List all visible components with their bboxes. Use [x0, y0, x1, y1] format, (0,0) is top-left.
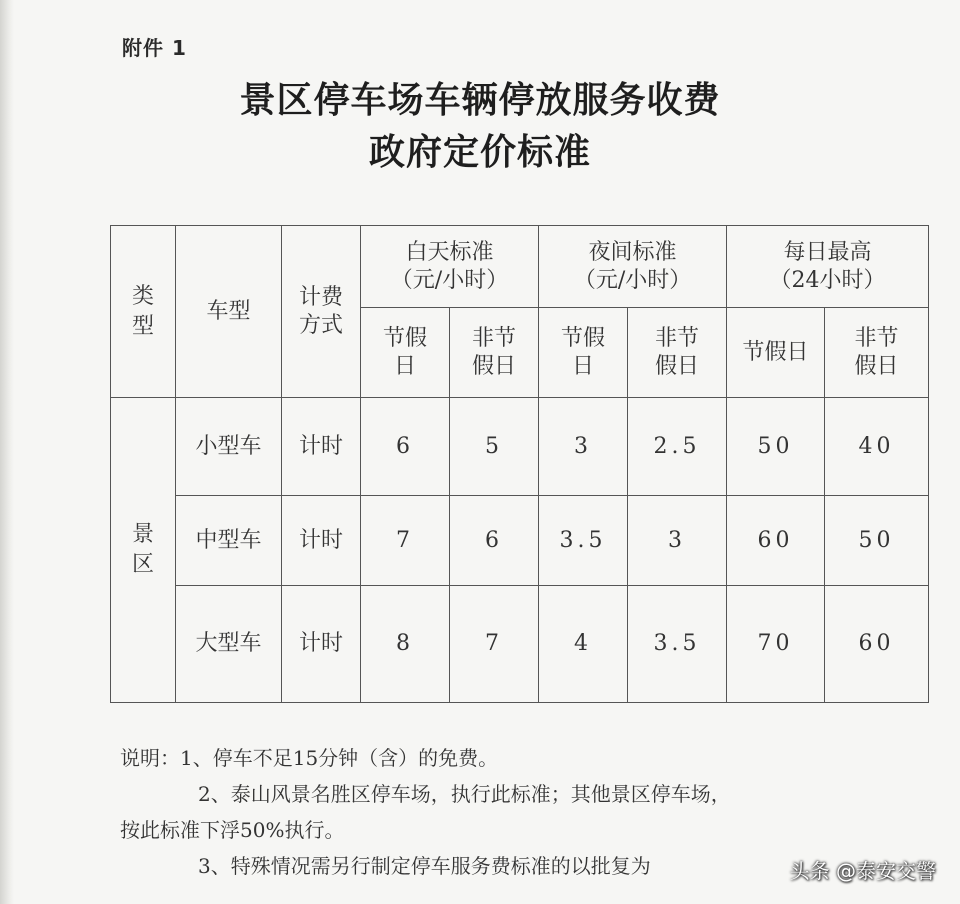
max-non-holiday-cell: 50	[825, 496, 929, 586]
night-holiday-cell: 3	[539, 398, 628, 496]
max-non-holiday-cell: 40	[825, 398, 929, 496]
header-day-rate-label: 白天标准	[405, 240, 494, 265]
source-watermark: 头条 @泰安交警	[789, 859, 936, 883]
day-holiday-cell: 7	[361, 496, 450, 586]
notes-section	[120, 740, 880, 884]
vehicle-cell: 中型车	[176, 496, 282, 586]
header-night-rate	[539, 226, 727, 308]
header-daily-max-unit: （24小时）	[769, 267, 886, 293]
note-line-3: 按此标准下浮50%执行。	[120, 818, 345, 842]
night-holiday-cell: 3.5	[539, 496, 628, 586]
max-non-holiday-cell: 60	[825, 586, 929, 703]
day-holiday-cell: 6	[361, 398, 450, 496]
document-title-line2: 政府定价标准	[368, 132, 591, 173]
header-vehicle-type: 车型	[176, 226, 282, 398]
header-category: 类型	[111, 226, 176, 398]
header-night-rate-unit: （元/小时）	[573, 267, 692, 293]
header-max-holiday: 节假日	[727, 308, 825, 398]
day-non-holiday-cell: 6	[450, 496, 539, 586]
day-non-holiday-cell: 7	[450, 586, 539, 703]
table-row	[111, 586, 929, 703]
method-cell: 计时	[282, 586, 361, 703]
header-day-rate	[361, 226, 539, 308]
header-night-non-holiday: 非节假日	[628, 308, 727, 398]
method-cell: 计时	[282, 496, 361, 586]
table-row	[111, 398, 929, 496]
day-holiday-cell: 8	[361, 586, 450, 703]
category-cell: 景区	[111, 398, 176, 703]
night-non-holiday-cell: 3	[628, 496, 727, 586]
night-non-holiday-cell: 2.5	[628, 398, 727, 496]
header-max-non-holiday: 非节假日	[825, 308, 929, 398]
day-non-holiday-cell: 5	[450, 398, 539, 496]
note-line-1: 说明：1、停车不足15分钟（含）的免费。	[120, 746, 499, 770]
table-header-row-1	[111, 226, 929, 308]
header-night-holiday: 节假日	[539, 308, 628, 398]
method-cell: 计时	[282, 398, 361, 496]
header-daily-max	[727, 226, 929, 308]
max-holiday-cell: 60	[727, 496, 825, 586]
header-billing-method: 计费方式	[282, 226, 361, 398]
document-title-line1: 景区停车场车辆停放服务收费	[239, 80, 721, 121]
night-holiday-cell: 4	[539, 586, 628, 703]
header-day-non-holiday: 非节假日	[450, 308, 539, 398]
header-day-holiday: 节假日	[361, 308, 450, 398]
max-holiday-cell: 50	[727, 398, 825, 496]
table-row	[111, 496, 929, 586]
annex-label: 附件 1	[122, 36, 187, 60]
note-line-4: 3、特殊情况需另行制定停车服务费标准的以批复为	[198, 854, 651, 878]
header-daily-max-label: 每日最高	[783, 240, 872, 265]
fee-standard-table	[110, 225, 929, 703]
vehicle-cell: 小型车	[176, 398, 282, 496]
max-holiday-cell: 70	[727, 586, 825, 703]
header-night-rate-label: 夜间标准	[588, 240, 677, 265]
header-day-rate-unit: （元/小时）	[390, 267, 509, 293]
note-line-2: 2、泰山风景名胜区停车场，执行此标准；其他景区停车场，	[198, 782, 731, 806]
vehicle-cell: 大型车	[176, 586, 282, 703]
night-non-holiday-cell: 3.5	[628, 586, 727, 703]
